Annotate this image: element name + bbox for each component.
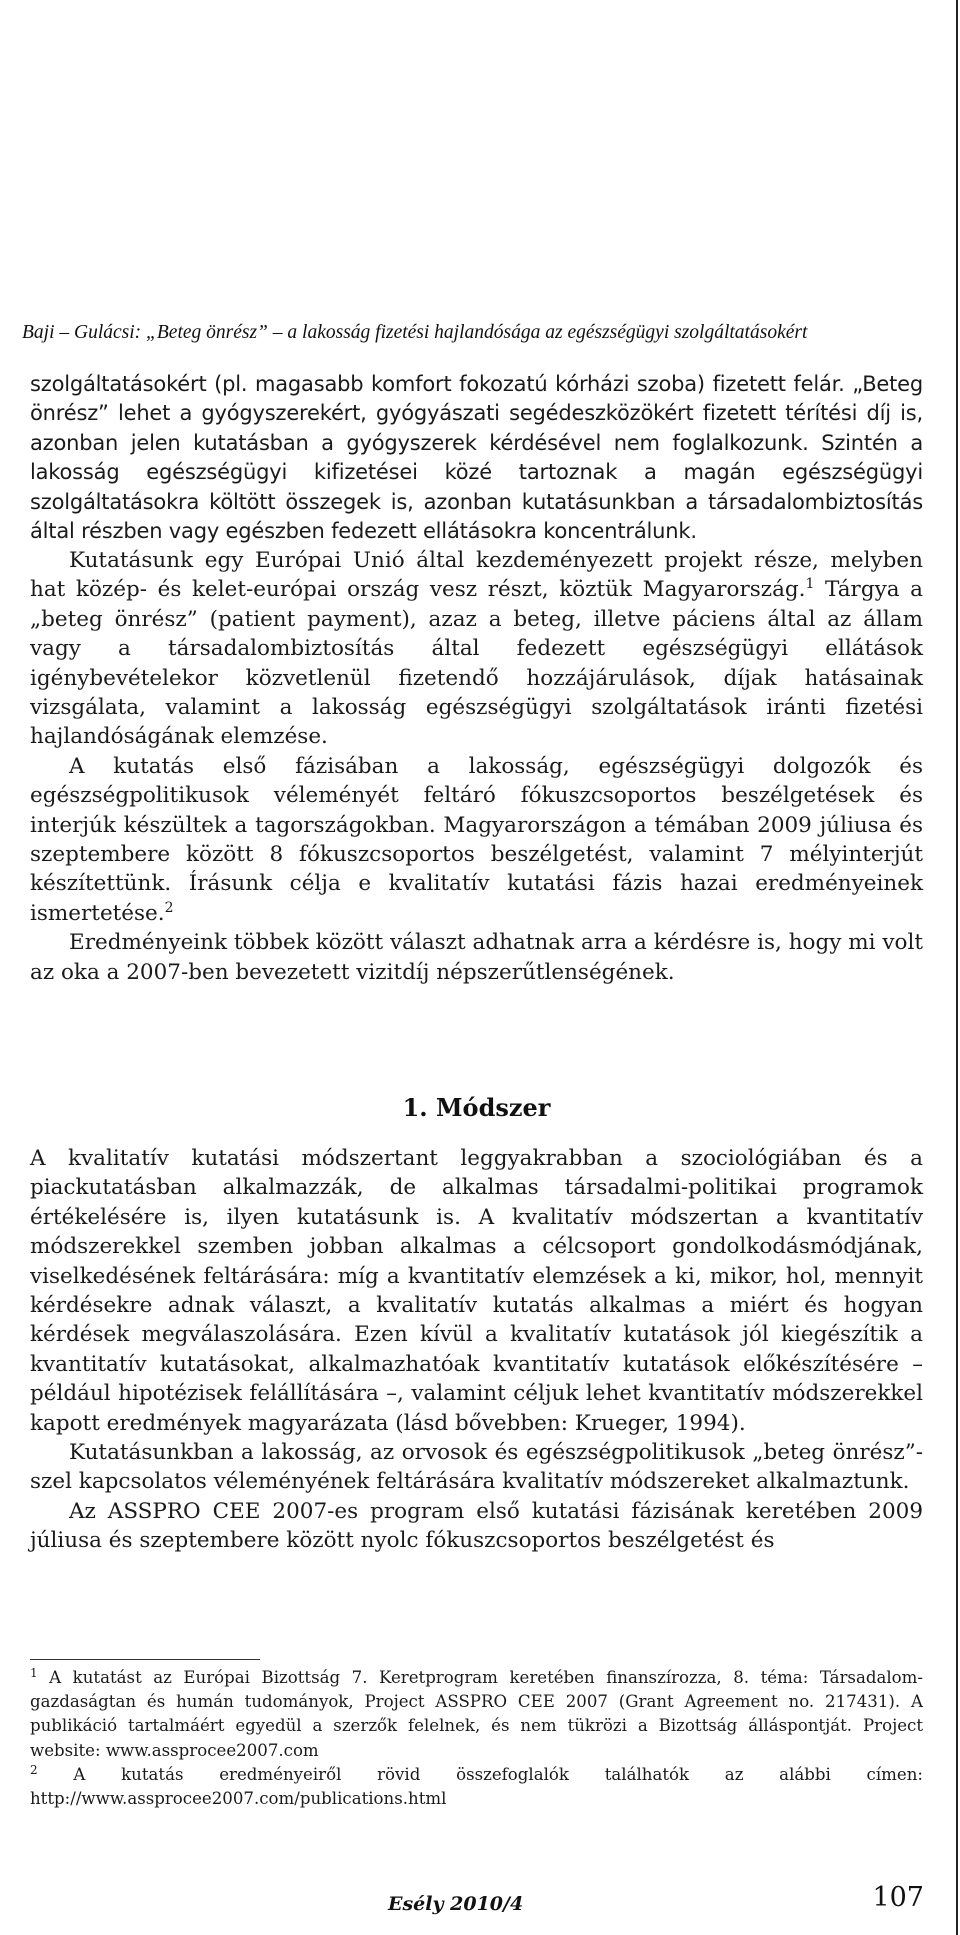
running-head: Baji – Gulácsi: „Beteg önrész” – a lakosság fizetési hajlandósága az egészségügyi szolgáltatásokért xyxy=(22,322,808,343)
paragraph-text: Kutatásunk egy Európai Unió által kezdeményezett projekt része, melyben hat közép- és kelet-európai ország vesz részt, köztük Magyarország. xyxy=(30,548,923,603)
footnote-2 xyxy=(30,1763,923,1811)
paragraph-text: A kutatás első fázisában a lakosság, egészségügyi dolgozók és egészségpolitikusok véleményét feltáró fókuszcsoportos beszélgetések és interjúk készültek a tagországokban. Magyarországon a témában 2009 júliusa és szeptembere között 8 fókuszcsoportos beszélgetést, valamint 7 mélyinterjút készítettünk. Írásunk célja e kvalitatív kutatási fázis hazai eredményeinek ismertetése. xyxy=(30,753,923,926)
paragraph-method: A kvalitatív kutatási módszertant leggyakrabban a szociológiában és a piackutatásban alkalmazzák, de alkalmas társadalmi-politikai programok értékelésére is, ilyen kutatásunk is. A kvalitatív módszertan a kvantitatív módszerekkel szemben jobban alkalmas a célcsoport gondolkodásmódjának, viselkedésének feltárására: míg a kvantitatív elemzések a ki, mikor, hol, mennyit kérdésekre adnak választ, a kvalitatív kutatás alkalmas a miért és hogyan kérdések megválaszolására. Ezen kívül a kvalitatív kutatások jól kiegészítik a kvantitatív kutatásokat, alkalmazhatóak kvantitatív kutatások előkészítésére – például hipotézisek felállítására –, valamint céljuk lehet kvantitatív módszerekkel kapott eredmények magyarázata (lásd bővebben: Krueger, 1994). xyxy=(30,1146,923,1436)
paragraph-methods-applied: Kutatásunkban a lakosság, az orvosok és egészségpolitikusok „beteg önrész”-szel kapcsolatos véleményének feltárására kvalitatív módszereket alkalmaztunk. xyxy=(30,1440,923,1495)
footnote-separator xyxy=(30,1659,260,1660)
footnote-ref-2[interactable]: 2 xyxy=(164,899,174,916)
paragraph-text: Tárgya a „beteg önrész” (patient payment), azaz a beteg, illetve páciens által az állam vagy a társadalombiztosítás által fedezett egészségügyi ellátások igénybevételekor közvetlenül fizetendő hozzájárulások, díjak hatásainak vizsgálata, valamint a lakosság egészségügyi szolgáltatások iránti fizetési hajlandóságának elemzése. xyxy=(30,577,923,750)
footnote-number: 1 xyxy=(30,1666,38,1680)
footnote-1 xyxy=(30,1666,923,1763)
page-number: 107 xyxy=(872,1882,924,1913)
paragraph: szolgáltatásokért (pl. magasabb komfort fokozatú kórházi szoba) fizetett felár. „Beteg önrész” lehet a gyógyszerekért, gyógyászati segédeszközökért fizetett térítési díj is, azonban jelen kutatásban a gyógyszerek kérdésével nem foglalkozunk. Szintén a lakosság egészségügyi kifizetései közé tartoznak a magán egészségügyi szolgáltatásokra költött összegek is, azonban kutatásunkban a társadalombiztosítás által részben vagy egészben fedezett ellátásokra koncentrálunk. xyxy=(30,372,923,544)
body-text-block xyxy=(30,546,923,987)
footnote-ref-1[interactable]: 1 xyxy=(805,576,815,593)
journal-name: Esély 2010/4 xyxy=(388,1893,524,1915)
section-body xyxy=(30,1144,923,1556)
footnotes xyxy=(30,1666,923,1811)
section-heading: 1. Módszer xyxy=(402,1093,551,1122)
paragraph-project xyxy=(30,546,923,752)
paragraph-program: Az ASSPRO CEE 2007-es program első kutatási fázisának keretében 2009 júliusa és szeptembere között nyolc fókuszcsoportos beszélgetést és xyxy=(30,1498,923,1554)
footnote-text: A kutatás eredményeiről rövid összefoglalók találhatók az alábbi címen: http://www.assprocee2007.com/publications.html xyxy=(30,1764,923,1809)
intro-text xyxy=(30,370,923,546)
page-edge-rule xyxy=(956,0,958,1935)
footnote-text: A kutatást az Európai Bizottság 7. Keretprogram keretében finanszírozza, 8. téma: Társadalom-gazdaságtan és humán tudományok, Project ASSPRO CEE 2007 (Grant Agreement no. 217431). A publikáció tartalmáért egyedül a szerzők felelnek, és nem tükrözi a Bizottság álláspontját. Project website: www.assprocee2007.com xyxy=(30,1668,923,1760)
paragraph-results: Eredményeink többek között választ adhatnak arra a kérdésre is, hogy mi volt az oka a 2007-ben bevezetett vizitdíj népszerűtlenségének. xyxy=(30,930,923,985)
paragraph-phase xyxy=(30,752,923,928)
footnote-number: 2 xyxy=(30,1762,38,1777)
